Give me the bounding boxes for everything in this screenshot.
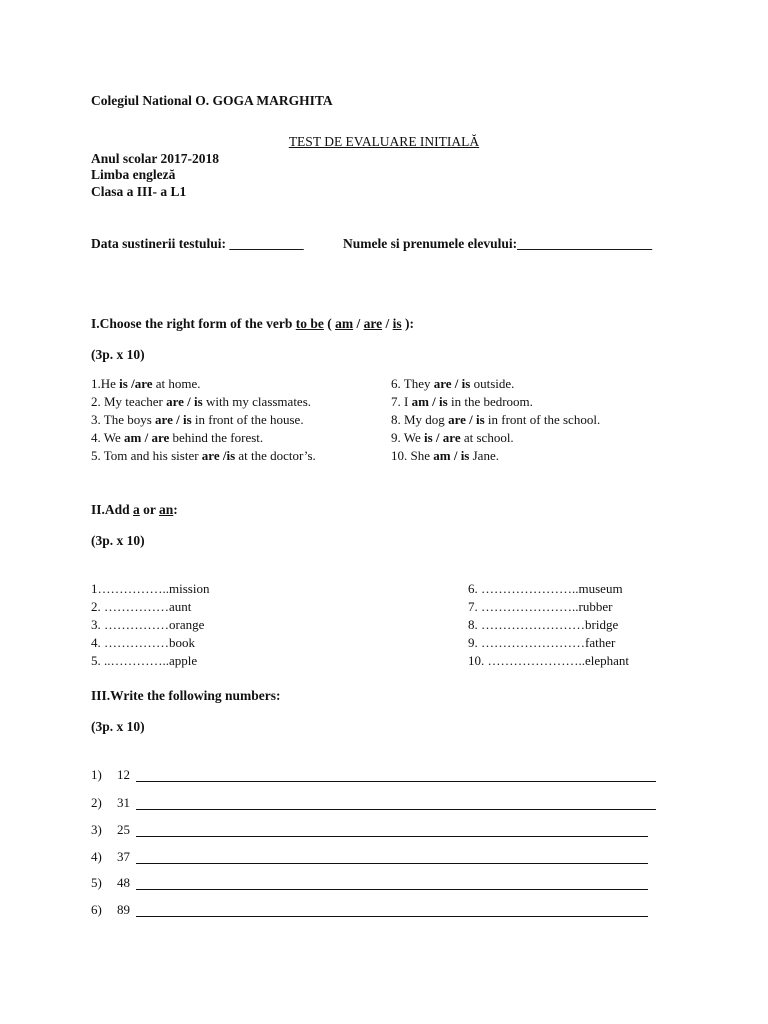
exercise-item: 1.He is /are at home. [91,376,201,391]
answer-line[interactable] [136,916,648,917]
fill-blank-item: 8. ……………………bridge [468,617,619,632]
number-item: 2) 31 [91,795,130,810]
section1-sep1: / [353,316,364,331]
section1-prefix: I.Choose the right form of the verb [91,316,296,331]
section2-right-column [468,580,629,670]
number-item: 6) 89 [91,902,130,917]
subject: Limba engleză [91,167,176,182]
fill-blank-item: 2. ……………aunt [91,599,192,614]
school-year: Anul scolar 2017-2018 [91,151,220,166]
section1-left-column [91,375,316,465]
fill-blank-item: 10. …………………..elephant [468,653,630,668]
exercise-item: 2. My teacher are / is with my classmates. [91,394,312,409]
section1-close: ): [401,316,415,331]
exercise-item: 5. Tom and his sister are /is at the doctor’s. [91,448,316,463]
exercise-item: 8. My dog are / is in front of the school. [391,412,601,427]
section1-tobe: to be [295,316,324,331]
number-item: 4) 37 [91,849,130,864]
answer-line[interactable] [136,809,656,810]
student-name-field[interactable]: Numele si prenumele elevului:____________________ [343,236,653,251]
answer-line[interactable] [136,889,648,890]
section3-points: (3p. x 10) [91,719,145,734]
fill-blank-item: 5. ..…………..apple [91,653,198,668]
section1-are: are [363,316,383,331]
exercise-item: 4. We am / are behind the forest. [91,430,264,445]
section1-points: (3p. x 10) [91,347,145,362]
fill-blank-item: 1……………..mission [91,581,210,596]
exercise-item: 9. We is / are at school. [391,430,514,445]
section2-title: II.Add a or an: [91,502,178,517]
section1-title [91,316,414,332]
answer-line[interactable] [136,836,648,837]
section2-points: (3p. x 10) [91,533,145,548]
fill-blank-item: 6. …………………..museum [468,581,623,596]
test-title: TEST DE EVALUARE INITIALĂ [288,134,480,149]
fill-blank-item: 4. ……………book [91,635,195,650]
exercise-item: 7. I am / is in the bedroom. [391,394,533,409]
section2-left-column [91,580,209,670]
fill-blank-item: 7. …………………..rubber [468,599,613,614]
number-item: 1) 12 [91,767,130,782]
class-label: Clasa a III- a L1 [91,184,187,199]
section1-am: am [335,316,354,331]
section1-right-column [391,375,600,465]
exercise-item: 3. The boys are / is in front of the house. [91,412,304,427]
fill-blank-item: 9. ……………………father [468,635,616,650]
answer-line[interactable] [136,863,648,864]
answer-line[interactable] [136,781,656,782]
test-date-field[interactable]: Data sustinerii testului: ___________ [91,236,304,251]
section1-is: is [392,316,402,331]
fill-blank-item: 3. ……………orange [91,617,205,632]
section3-title: III.Write the following numbers: [91,688,281,703]
section1-sep2: / [382,316,393,331]
school-name: Colegiul National O. GOGA MARGHITA [91,93,333,108]
exercise-item: 10. She am / is Jane. [391,448,499,463]
exercise-item: 6. They are / is outside. [391,376,515,391]
section1-open: ( [323,316,336,331]
number-item: 3) 25 [91,822,130,837]
number-item: 5) 48 [91,875,130,890]
